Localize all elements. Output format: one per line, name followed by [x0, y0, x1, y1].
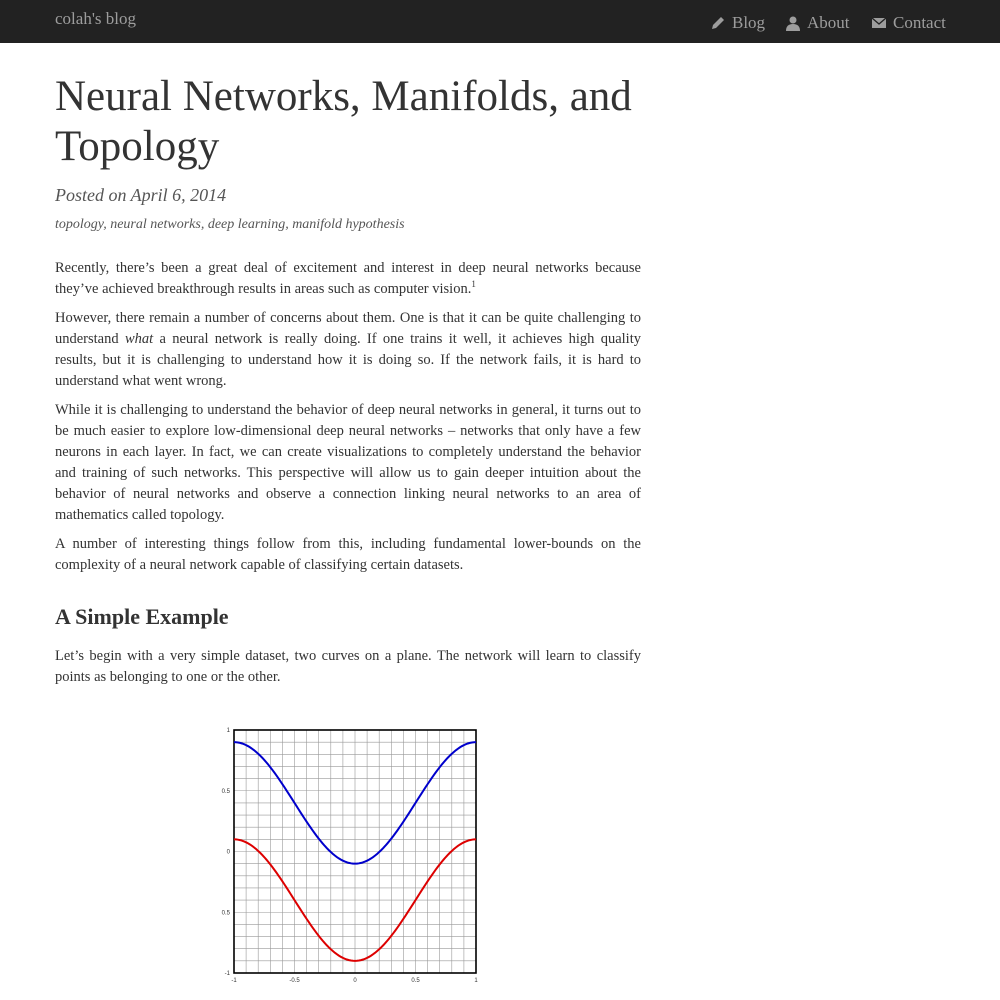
nav-about-label: About — [807, 13, 850, 32]
user-icon — [785, 15, 801, 31]
y-tick-label: 1 — [226, 728, 230, 734]
x-tick-label: 0 — [353, 978, 357, 984]
navbar — [0, 0, 1000, 43]
paragraph-text: a neural network is really doing. If one trains it well, it achieves high quality results, but it is challenging to understand how it is doing so. If the network fails, it is hard to understand what went wrong. — [55, 331, 641, 389]
section-intro: Let’s begin with a very simple dataset, two curves on a plane. The network will learn to classify points as belonging to one or the other. — [55, 648, 641, 685]
paragraph-text: However, there remain a number of concerns about them. One is that it can be quite challenging to understand — [55, 310, 641, 347]
paragraph-text: Recently, there’s been a great deal of excitement and interest in deep neural networks because they’ve achieved breakthrough results in areas such as computer vision. — [55, 260, 641, 297]
y-tick-label: 0.5 — [221, 788, 230, 795]
emphasis-text: what — [124, 331, 154, 347]
x-tick-label: 0.5 — [411, 978, 420, 984]
nav-contact-label: Contact — [893, 13, 946, 32]
y-tick-label: 0.5 — [221, 910, 230, 917]
paragraph — [55, 258, 641, 300]
post-body — [55, 258, 641, 584]
nav-about-link[interactable] — [785, 12, 850, 34]
nav-blog-link[interactable] — [710, 12, 765, 34]
x-tick-label: -1 — [231, 978, 237, 984]
page-title: Neural Networks, Manifolds, and Topology — [55, 73, 632, 170]
y-tick-label: -1 — [224, 971, 230, 977]
footnote-link[interactable]: 1 — [471, 279, 476, 289]
paragraph — [55, 308, 641, 392]
paragraph: A number of interesting things follow from this, including fundamental lower-bounds on the complexity of a neural network capable of classifying certain datasets. — [55, 536, 641, 573]
x-tick-label: 1 — [474, 978, 478, 984]
section-heading: A Simple Example — [55, 604, 229, 629]
envelope-icon — [871, 15, 887, 31]
post-date: Posted on April 6, 2014 — [55, 185, 227, 205]
y-tick-label: 0 — [226, 849, 230, 856]
brand-link[interactable]: colah's blog — [55, 9, 136, 28]
paragraph: While it is challenging to understand the behavior of deep neural networks in general, it turns out to be much easier to explore low-dimensional deep neural networks – networks that only have a few neurons in each layer. In fact, we can create visualizations to completely understand the behavior and training of such networks. This perspective will allow us to gain deeper intuition about the behavior of neural networks and observe a connection linking neural networks to an area of mathematics called topology. — [55, 402, 641, 523]
x-tick-label: -0.5 — [289, 978, 300, 984]
nav-contact-link[interactable] — [871, 12, 946, 34]
pencil-icon — [710, 15, 726, 31]
nav-blog-label: Blog — [732, 13, 766, 32]
post-tags: topology, neural networks, deep learning, manifold hypothesis — [55, 217, 405, 232]
two-curves-figure — [212, 720, 492, 995]
